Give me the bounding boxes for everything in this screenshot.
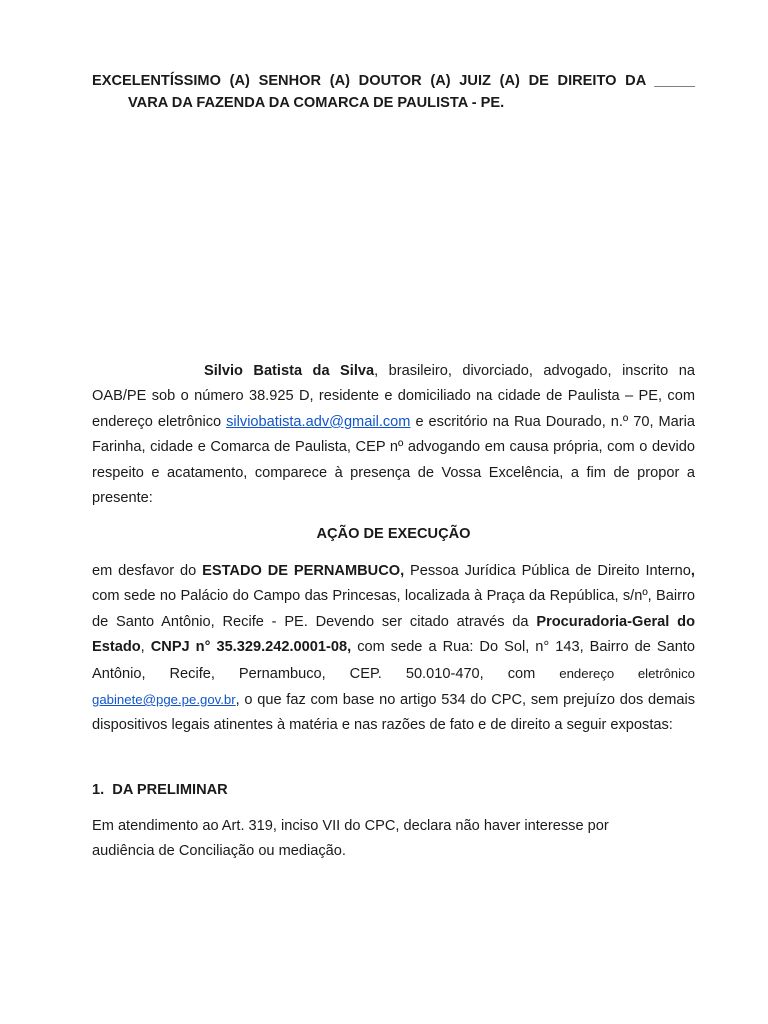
defendant-state: ESTADO DE PERNAMBUCO,: [202, 563, 405, 579]
section-1-paragraph: Em atendimento ao Art. 319, inciso VII do CPC, declara não haver interesse por audiência de Conciliação ou mediação.: [92, 818, 609, 860]
defendant-text-c: com sede no Palácio do Campo das Princesas, localizada à Praça da República, s/nº, Bairro de Santo Antônio, Recife - PE. Devendo ser citado através da: [92, 588, 695, 630]
defendant-procuradoria: Procuradoria-Geral do Estado: [92, 613, 695, 656]
defendant-small-text: endereço eletrônico: [559, 665, 696, 681]
defendant-paragraph: [92, 559, 695, 739]
defendant-text-d: ,: [140, 639, 151, 656]
document-heading: [92, 70, 695, 114]
intro-text-a: , brasileiro, divorciado, advogado, inscrito na OAB/PE sob o número 38.925 D, residente e domiciliado na cidade de Paulista – PE, com endereço eletrônico: [92, 363, 695, 430]
section-1-number: 1: [92, 782, 101, 798]
plaintiff-email-link[interactable]: silviobatista.adv@gmail.com: [226, 413, 411, 430]
defendant-cnpj: CNPJ n° 35.329.242.0001-08,: [150, 639, 352, 656]
action-title: AÇÃO DE EXECUÇÃO: [316, 526, 471, 542]
defendant-comma: ,: [690, 563, 695, 579]
heading-line-2: VARA DA FAZENDA DA COMARCA DE PAULISTA - PE.: [128, 95, 505, 111]
heading-line-1: EXCELENTÍSSIMO (A) SENHOR (A) DOUTOR (A) JUIZ (A) DE DIREITO DA _____: [92, 73, 695, 89]
defendant-text-f: , o que faz com base no artigo 534 do CPC, sem prejuízo dos demais dispositivos legais atinentes à matéria e nas razões de fato e de direito a seguir expostas:: [92, 692, 695, 734]
intro-paragraph: [92, 359, 695, 511]
defendant-email-link[interactable]: gabinete@pge.pe.gov.br: [92, 692, 236, 708]
section-1-separator: .: [100, 782, 113, 798]
section-1-title: DA PRELIMINAR: [112, 782, 228, 798]
section-1-heading: [92, 778, 228, 803]
plaintiff-name: Silvio Batista da Silva: [204, 363, 375, 379]
intro-text-b: e escritório na Rua Dourado, n.º 70, Maria Farinha, cidade e Comarca de Paulista, CEP nº advogando em causa própria, com o devido respeito e acatamento, comparece à presença de Vossa Excelência, a fim de propor a presente:: [92, 413, 695, 507]
defendant-text-b: Pessoa Jurídica Pública de Direito Interno: [404, 563, 691, 579]
defendant-text-e: com sede a Rua: Do Sol, n° 143, Bairro de Santo Antônio, Recife, Pernambuco, CEP. 50.010-470, com: [92, 639, 696, 682]
defendant-text-a: em desfavor do: [92, 563, 203, 579]
